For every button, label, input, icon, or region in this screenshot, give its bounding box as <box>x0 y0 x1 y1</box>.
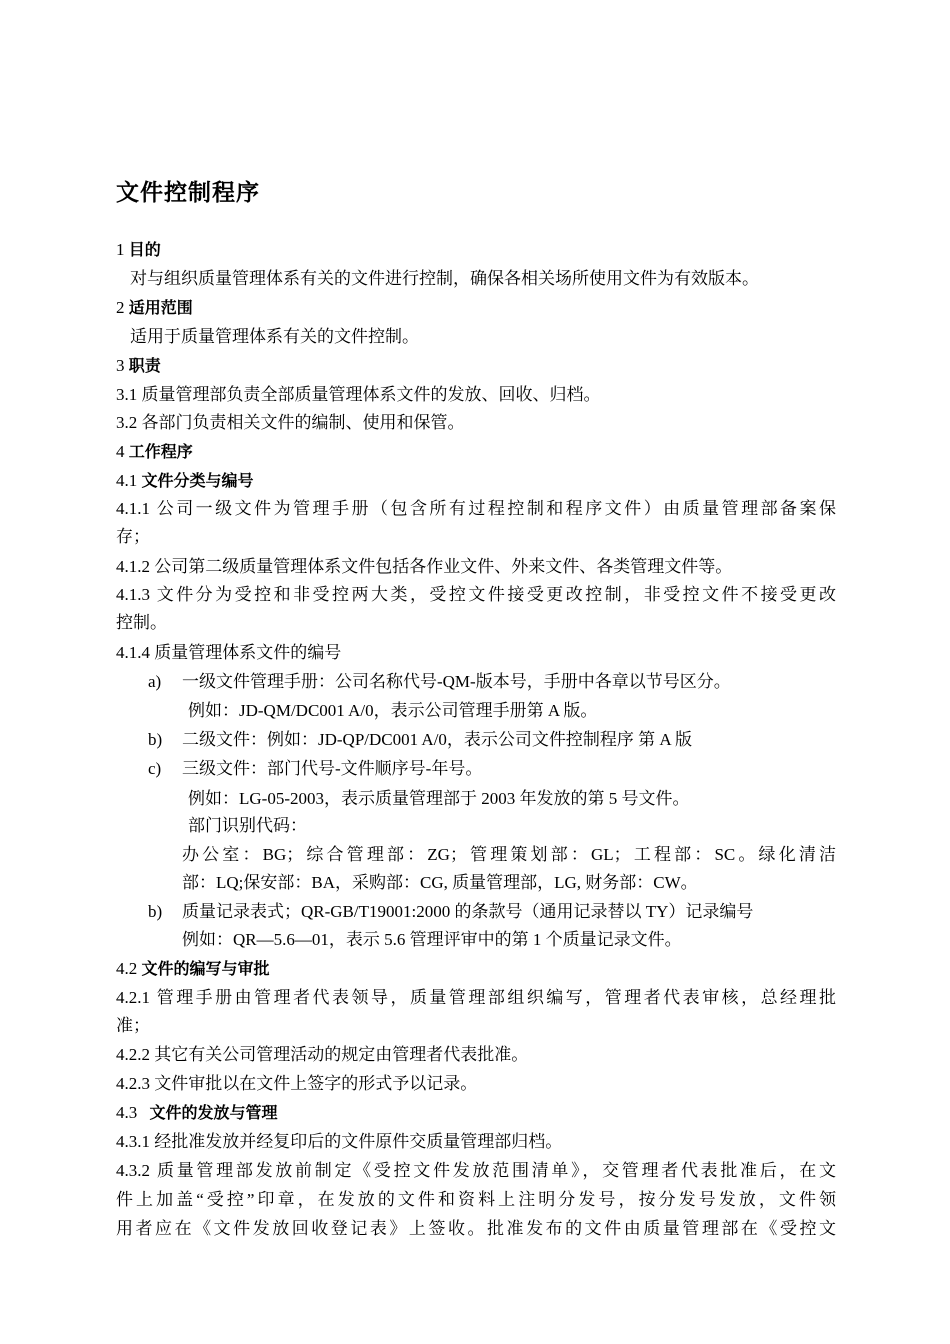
list-item-a: 一级文件管理手册：公司名称代号-QM-版本号，手册中各章以节号区分。 <box>182 672 731 691</box>
paragraph-4-2-3: 4.2.3 文件审批以在文件上签字的形式予以记录。 <box>116 1074 478 1093</box>
section-1-body: 对与组织质量管理体系有关的文件进行控制，确保各相关场所使用文件为有效版本。 <box>130 269 759 288</box>
section-4-heading <box>116 438 193 466</box>
paragraph-4-3-2-cont2: 用者应在《文件发放回收登记表》上签收。批准发布的文件由质量管理部在《受控文 <box>116 1219 836 1238</box>
paragraph-4-1-4: 4.1.4 质量管理体系文件的编号 <box>116 643 342 662</box>
list-item-a-example: 例如：JD-QM/DC001 A/0，表示公司管理手册第 A 版。 <box>188 701 598 720</box>
section-number: 4.3 <box>116 1103 138 1122</box>
section-number: 4 <box>116 442 125 461</box>
section-3-heading <box>116 352 161 380</box>
paragraph-4-2-1: 4.2.1 管理手册由管理者代表领导，质量管理部组织编写，管理者代表审核，总经理批 <box>116 988 836 1007</box>
section-number: 3 <box>116 356 125 375</box>
list-item-c: 三级文件：部门代号-文件顺序号-年号。 <box>182 759 483 778</box>
section-2-body: 适用于质量管理体系有关的文件控制。 <box>130 327 419 346</box>
section-title: 工作程序 <box>128 442 193 461</box>
section-title: 职责 <box>128 356 161 375</box>
list-marker-a: a) <box>148 672 162 691</box>
section-title: 适用范围 <box>128 298 193 317</box>
paragraph-4-3-1: 4.3.1 经批准发放并经复印后的文件原件交质量管理部归档。 <box>116 1132 563 1151</box>
list-item-c-codes-cont: 部：LQ;保安部：BA，采购部：CG, 质量管理部，LG, 财务部：CW。 <box>182 873 698 892</box>
list-item-d-example: 例如：QR—5.6—01，表示 5.6 管理评审中的第 1 个质量记录文件。 <box>182 930 682 949</box>
paragraph-4-2-2: 4.2.2 其它有关公司管理活动的规定由管理者代表批准。 <box>116 1045 529 1064</box>
section-number: 4.1 <box>116 471 138 490</box>
section-title: 文件分类与编号 <box>141 471 254 490</box>
section-title: 目的 <box>128 240 161 259</box>
list-marker-c: c) <box>148 759 162 778</box>
section-number: 2 <box>116 298 125 317</box>
paragraph-4-3-2: 4.3.2 质量管理部发放前制定《受控文件发放范围清单》，交管理者代表批准后，在文 <box>116 1161 836 1180</box>
list-marker-b: b) <box>148 730 163 749</box>
section-1-heading <box>116 236 161 264</box>
paragraph-4-1-1-cont: 存； <box>116 527 150 546</box>
section-title: 文件的编写与审批 <box>141 959 270 978</box>
section-number: 1 <box>116 240 125 259</box>
section-4-1-heading <box>116 467 254 495</box>
section-4-3-heading <box>116 1099 278 1127</box>
paragraph-4-1-2: 4.1.2 公司第二级质量管理体系文件包括各作业文件、外来文件、各类管理文件等。 <box>116 557 733 576</box>
list-item-c-codes: 办公室：BG；综合管理部：ZG；管理策划部：GL；工程部：SC。绿化清洁 <box>182 845 836 864</box>
paragraph-4-1-3-cont: 控制。 <box>116 613 167 632</box>
paragraph-4-1-1: 4.1.1 公司一级文件为管理手册（包含所有过程控制和程序文件）由质量管理部备案保 <box>116 499 836 518</box>
document-title: 文件控制程序 <box>116 180 260 206</box>
list-item-c-example: 例如：LG-05-2003，表示质量管理部于 2003 年发放的第 5 号文件。 <box>188 789 690 808</box>
list-item-b: 二级文件：例如：JD-QP/DC001 A/0，表示公司文件控制程序 第 A 版 <box>182 730 693 749</box>
paragraph-4-2-1-cont: 准； <box>116 1016 150 1035</box>
section-number: 4.2 <box>116 959 138 978</box>
paragraph-4-1-3: 4.1.3 文件分为受控和非受控两大类，受控文件接受更改控制，非受控文件不接受更改 <box>116 585 836 604</box>
list-marker-d: b) <box>148 902 163 921</box>
paragraph-3-2: 3.2 各部门负责相关文件的编制、使用和保管。 <box>116 413 465 432</box>
list-item-c-dept-label: 部门识别代码： <box>188 816 307 835</box>
section-2-heading <box>116 294 193 322</box>
section-title: 文件的发放与管理 <box>149 1103 278 1122</box>
paragraph-3-1: 3.1 质量管理部负责全部质量管理体系文件的发放、回收、归档。 <box>116 385 601 404</box>
paragraph-4-3-2-cont1: 件上加盖“受控”印章，在发放的文件和资料上注明分发号，按分发号发放，文件领 <box>116 1190 836 1209</box>
section-4-2-heading <box>116 955 270 983</box>
list-item-d: 质量记录表式；QR-GB/T19001:2000 的条款号（通用记录替以 TY）记录编号 <box>182 902 754 921</box>
